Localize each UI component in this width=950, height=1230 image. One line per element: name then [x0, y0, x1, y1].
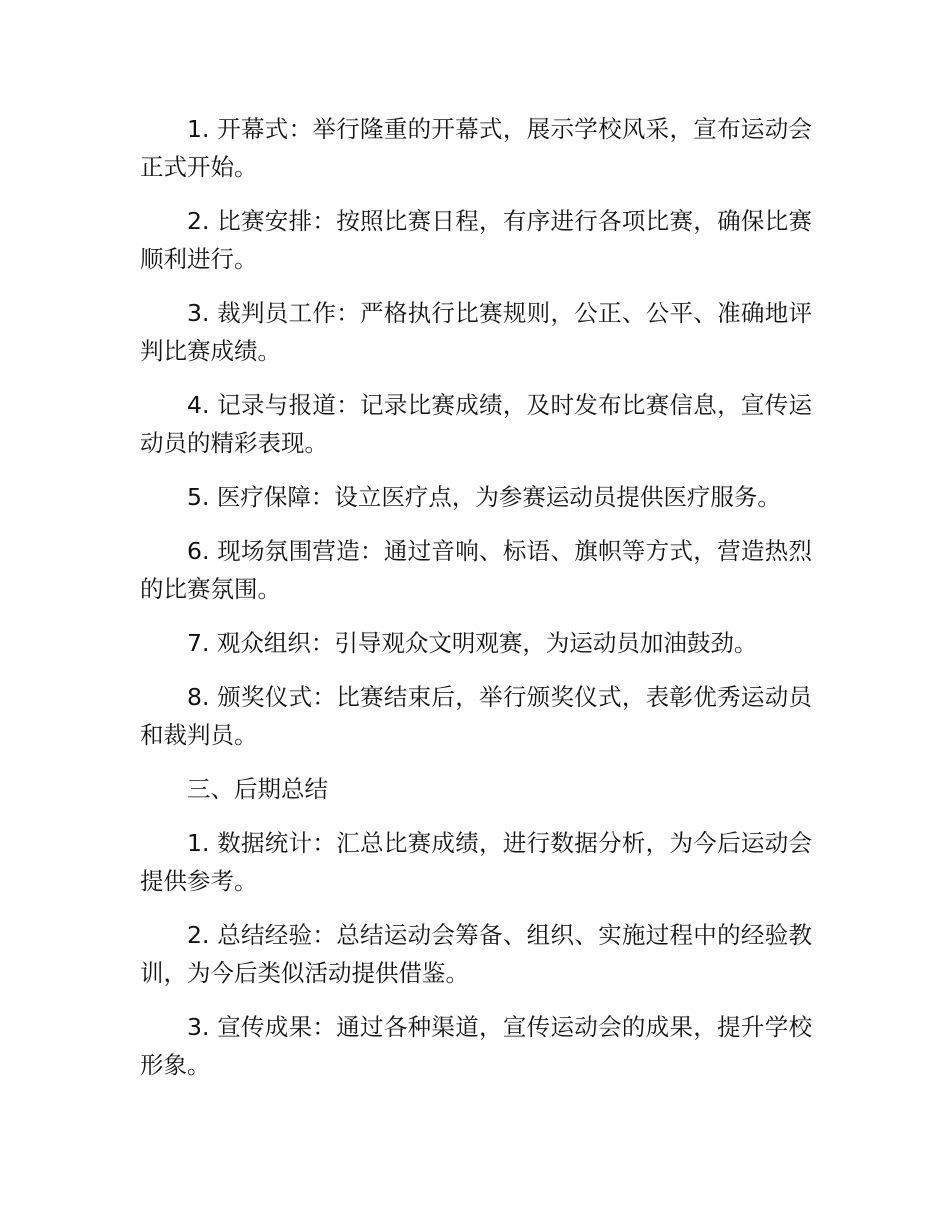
section-heading: 三、后期总结	[187, 775, 328, 803]
paragraph-atmosphere: 6. 现场氛围营造：通过音响、标语、旗帜等方式，营造热烈的比赛氛围。	[140, 537, 812, 603]
paragraph-award-ceremony: 8. 颁奖仪式：比赛结束后，举行颁奖仪式，表彰优秀运动员和裁判员。	[140, 683, 812, 749]
paragraph-audience-organization: 7. 观众组织：引导观众文明观赛，为运动员加油鼓劲。	[187, 629, 758, 657]
paragraph-competition-schedule: 2. 比赛安排：按照比赛日程，有序进行各项比赛，确保比赛顺利进行。	[140, 207, 812, 273]
paragraph-summary-experience: 2. 总结经验：总结运动会筹备、组织、实施过程中的经验教训，为今后类似活动提供借鉴。	[140, 921, 812, 987]
paragraph-publicize-results: 3. 宣传成果：通过各种渠道，宣传运动会的成果，提升学校形象。	[140, 1013, 812, 1079]
paragraph-medical-support: 5. 医疗保障：设立医疗点，为参赛运动员提供医疗服务。	[187, 483, 781, 511]
document-page	[140, 110, 812, 1100]
paragraph-recording-reporting: 4. 记录与报道：记录比赛成绩，及时发布比赛信息，宣传运动员的精彩表现。	[140, 391, 812, 457]
paragraph-data-statistics: 1. 数据统计：汇总比赛成绩，进行数据分析，为今后运动会提供参考。	[140, 829, 812, 895]
paragraph-opening-ceremony: 1. 开幕式：举行隆重的开幕式，展示学校风采，宣布运动会正式开始。	[140, 115, 812, 181]
paragraph-referee-work: 3. 裁判员工作：严格执行比赛规则，公正、公平、准确地评判比赛成绩。	[140, 299, 812, 365]
